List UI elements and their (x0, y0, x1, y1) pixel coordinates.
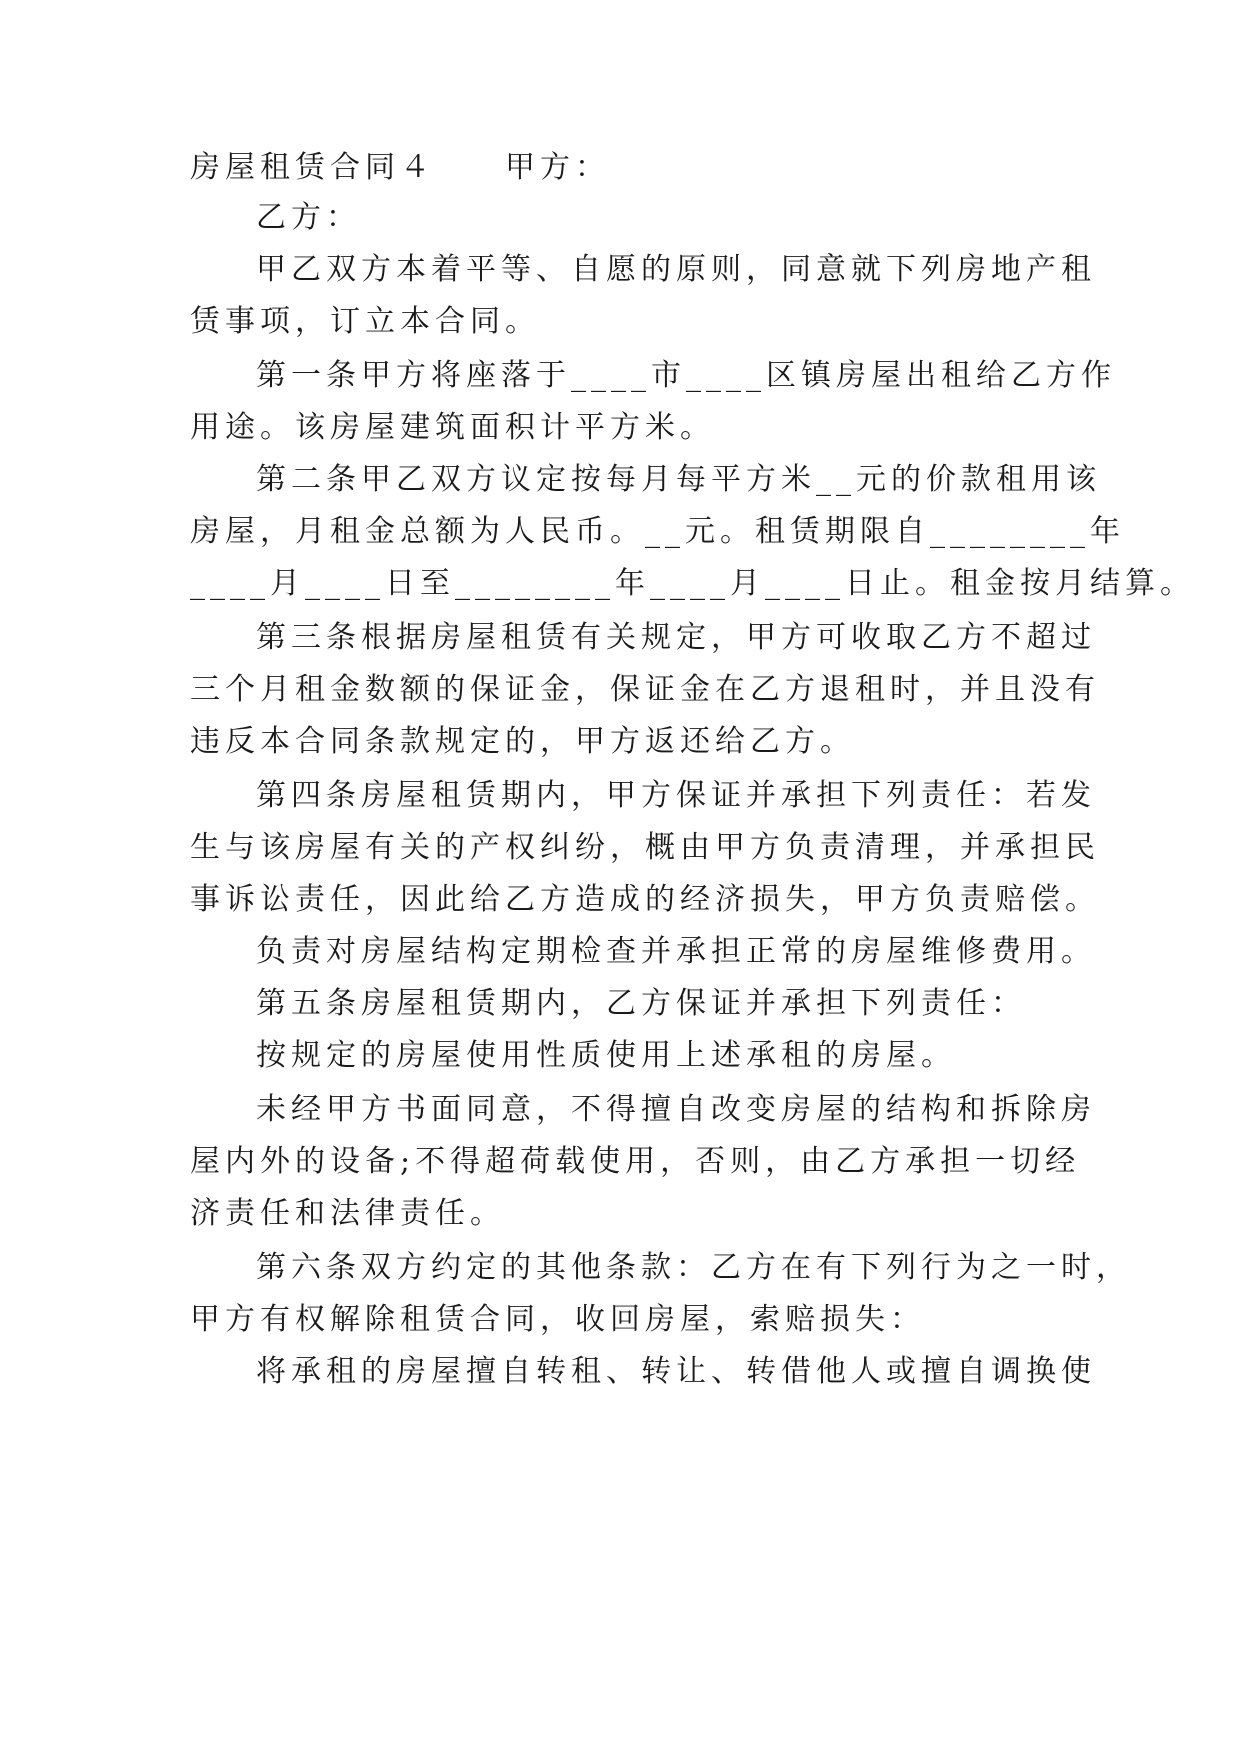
document-title: 房屋租赁合同４ (190, 150, 435, 185)
party-a-label: 甲方： (505, 150, 610, 185)
article-3-line: 三个月租金数额的保证金，保证金在乙方退租时，并且没有 (190, 672, 1100, 707)
article-1-line: 第一条甲方将座落于____市____区镇房屋出租给乙方作 (256, 358, 1116, 393)
article-1-line: 用途。该房屋建筑面积计平方米。 (190, 410, 715, 445)
structure-clause-line: 济责任和法律责任。 (190, 1196, 505, 1231)
usage-clause-line: 按规定的房屋使用性质使用上述承租的房屋。 (256, 1038, 956, 1073)
maintenance-line: 负责对房屋结构定期检查并承担正常的房屋维修费用。 (256, 934, 1096, 969)
article-6-line: 甲方有权解除租赁合同，收回房屋，索赔损失： (190, 1302, 925, 1337)
paragraph-line: 赁事项，订立本合同。 (190, 304, 540, 339)
article-2-line: 房屋，月租金总额为人民币。__元。租赁期限自________年 (190, 514, 1125, 549)
article-4-line: 第四条房屋租赁期内，甲方保证并承担下列责任：若发 (256, 778, 1096, 813)
article-3-line: 违反本合同条款规定的，甲方返还给乙方。 (190, 724, 855, 759)
article-5-line: 第五条房屋租赁期内，乙方保证并承担下列责任： (256, 986, 1026, 1021)
article-3-line: 第三条根据房屋租赁有关规定，甲方可收取乙方不超过 (256, 620, 1096, 655)
article-6-line: 第六条双方约定的其他条款：乙方在有下列行为之一时， (256, 1250, 1131, 1285)
paragraph-line: 甲乙双方本着平等、自愿的原则，同意就下列房地产租 (256, 252, 1096, 287)
article-4-line: 生与该房屋有关的产权纠纷，概由甲方负责清理，并承担民 (190, 830, 1100, 865)
article-2-line: 第二条甲乙双方议定按每月每平方米__元的价款租用该 (256, 462, 1101, 497)
structure-clause-line: 未经甲方书面同意，不得擅自改变房屋的结构和拆除房 (256, 1092, 1096, 1127)
article-2-line: ____月____日至________年____月____日止。租金按月结算。 (190, 566, 1195, 601)
article-4-line: 事诉讼责任，因此给乙方造成的经济损失，甲方负责赔偿。 (190, 882, 1100, 917)
document-title-line (190, 148, 1070, 188)
structure-clause-line: 屋内外的设备;不得超荷载使用，否则，由乙方承担一切经 (190, 1144, 1081, 1179)
party-b-label: 乙方： (256, 200, 361, 235)
sublease-clause-line: 将承租的房屋擅自转租、转让、转借他人或擅自调换使 (256, 1354, 1096, 1389)
